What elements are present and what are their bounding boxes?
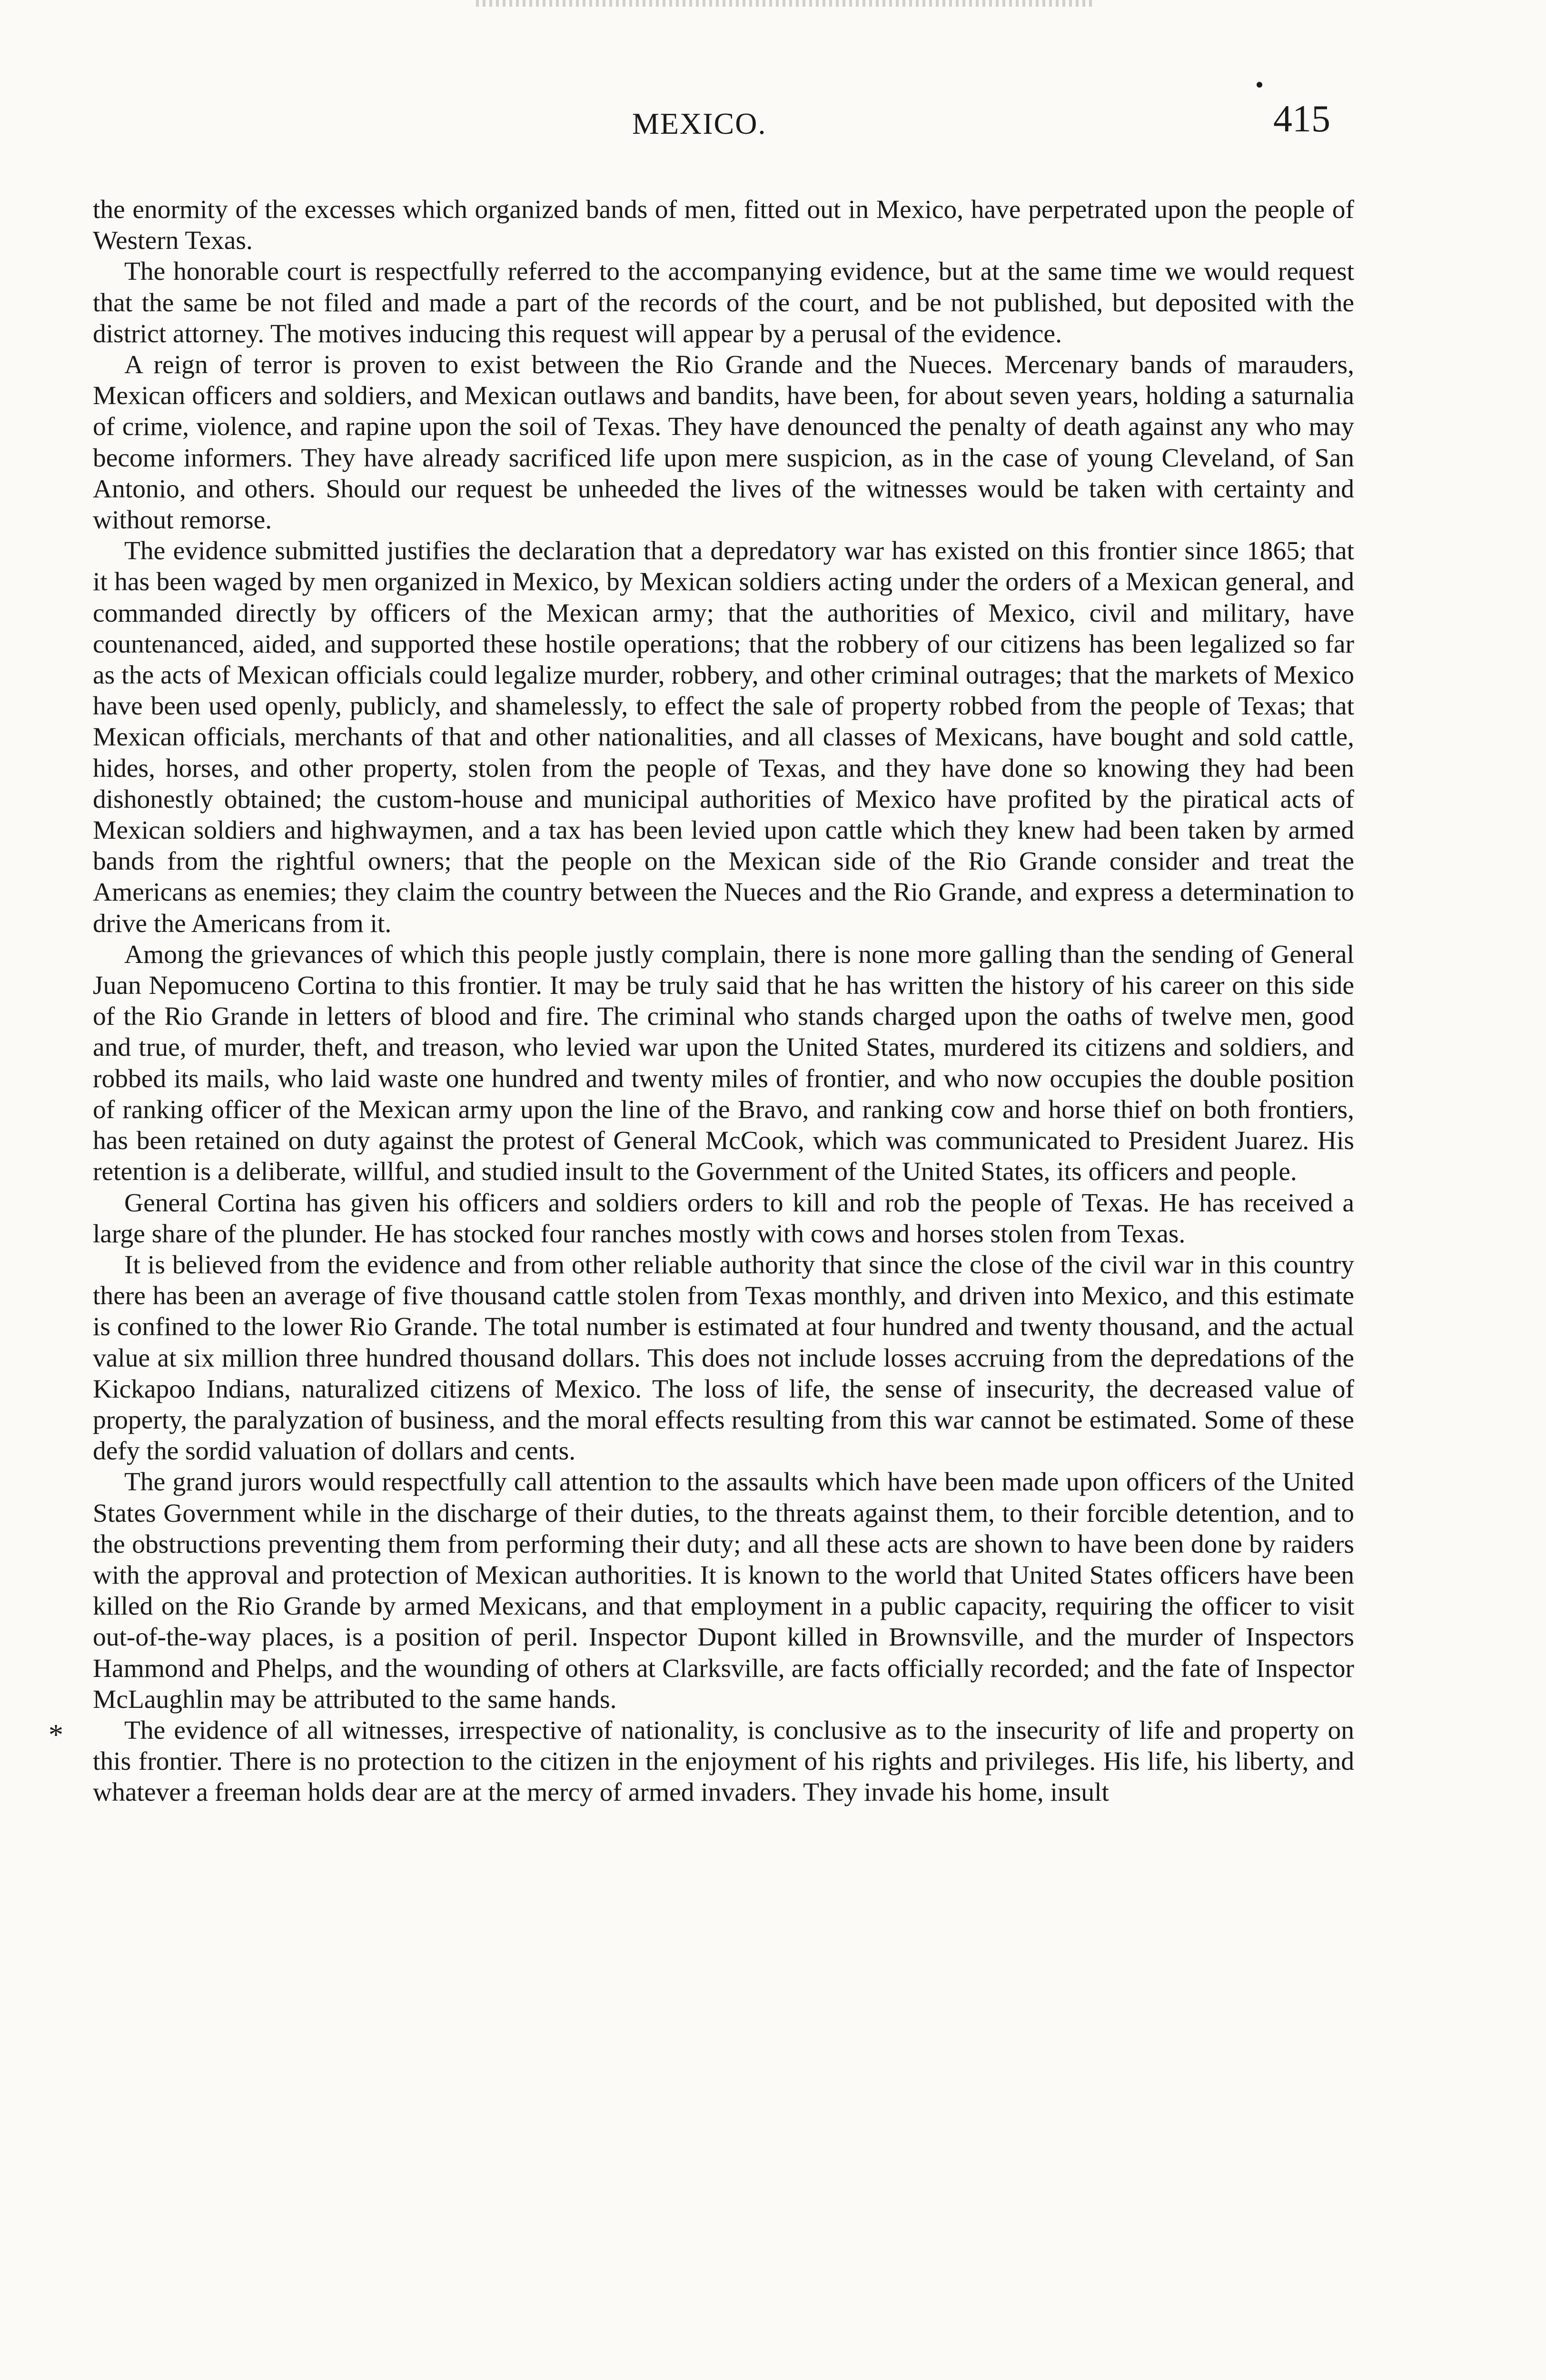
paragraph: The honorable court is respectfully referred to the accompanying evidence, but at the same time we would request that the same be not filed and made a part of the records of the court, and be not published, but deposited with the district attorney. The motives inducing this request will appear by a perusal of the evidence. bbox=[93, 257, 1354, 348]
paragraph: A reign of terror is proven to exist between the Rio Grande and the Nueces. Mercenary bands of marauders, Mexican officers and soldiers, and Mexican outlaws and bandits, have been, for about seven years, holding a saturnalia of crime, violence, and rapine upon the soil of Texas. They have denounced the penalty of death against any who may become informers. They have already sacrificed life upon mere suspicion, as in the case of young Cleveland, of San Antonio, and others. Should our request be unheeded the lives of the witnesses would be taken with certainty and without remorse. bbox=[93, 350, 1354, 535]
body-text bbox=[93, 194, 1354, 1808]
paragraph: It is believed from the evidence and from other reliable authority that since the close of the civil war in this country there has been an average of five thousand cattle stolen from Texas monthly, and driven into Mexico, and this estimate is confined to the lower Rio Grande. The total number is estimated at four hundred and twenty thousand, and the actual value at six million three hundred thousand dollars. This does not include losses accruing from the depredations of the Kickapoo Indians, naturalized citizens of Mexico. The loss of life, the sense of insecurity, the decreased value of property, the paralyzation of business, and the moral effects resulting from this war cannot be estimated. Some of these defy the sordid valuation of dollars and cents. bbox=[93, 1250, 1354, 1466]
margin-asterisk-mark: * bbox=[49, 1719, 63, 1751]
paragraph: General Cortina has given his officers and soldiers orders to kill and rob the people of Texas. He has received a large share of the plunder. He has stocked four ranches mostly with cows and horses stolen from Texas. bbox=[93, 1188, 1354, 1249]
paragraph-continued: the enormity of the excesses which organized bands of men, fitted out in Mexico, have perpetrated upon the people of Western Texas. bbox=[93, 195, 1354, 256]
running-title: MEXICO. bbox=[632, 107, 767, 140]
page-edge-shadow bbox=[476, 0, 1095, 7]
ink-dot-mark bbox=[1257, 82, 1262, 88]
paragraph: The grand jurors would respectfully call attention to the assaults which have been made upon officers of the United States Government while in the discharge of their duties, to the threats against them, to their forcible detention, and to the obstructions preventing them from performing their duty; and all these acts are shown to have been done by raiders with the approval and protection of Mexican authorities. It is known to the world that United States officers have been killed on the Rio Grande by armed Mexicans, and that employment in a public capacity, requiring the officer to visit out-of-the-way places, is a position of peril. Inspector Dupont killed in Brownsville, and the murder of Inspectors Hammond and Phelps, and the wounding of others at Clarksville, are facts officially recorded; and the fate of Inspector McLaughlin may be attributed to the same hands. bbox=[93, 1468, 1354, 1714]
paragraph: The evidence submitted justifies the declaration that a depredatory war has existed on this frontier since 1865; that it has been waged by men organized in Mexico, by Mexican soldiers acting under the orders of a Mexican general, and commanded directly by officers of the Mexican army; that the authorities of Mexico, civil and military, have countenanced, aided, and supported these hostile operations; that the robbery of our citizens has been legalized so far as the acts of Mexican officials could legalize murder, robbery, and other criminal outrages; that the markets of Mexico have been used openly, publicly, and shamelessly, to effect the sale of property robbed from the people of Texas; that Mexican officials, merchants of that and other nationalities, and all classes of Mexicans, have bought and sold cattle, hides, horses, and other property, stolen from the people of Texas, and they have done so knowing they had been dishonestly obtained; the custom-house and municipal authorities of Mexico have profited by the piratical acts of Mexican soldiers and highwaymen, and a tax has been levied upon cattle which they knew had been taken by armed bands from the rightful owners; that the people on the Mexican side of the Rio Grande consider and treat the Americans as enemies; they claim the country between the Nueces and the Rio Grande, and express a determination to drive the Americans from it. bbox=[93, 536, 1354, 938]
paragraph: The evidence of all witnesses, irrespective of nationality, is conclusive as to the insecurity of life and property on this frontier. There is no protection to the citizen in the enjoyment of his rights and privileges. His life, his liberty, and whatever a freeman holds dear are at the mercy of armed invaders. They invade his home, insult bbox=[93, 1716, 1354, 1807]
paragraph: Among the grievances of which this people justly complain, there is none more galling than the sending of General Juan Nepomuceno Cortina to this frontier. It may be truly said that he has written the history of his career on this side of the Rio Grande in letters of blood and fire. The criminal who stands charged upon the oaths of twelve men, good and true, of murder, theft, and treason, who levied war upon the United States, murdered its citizens and soldiers, and robbed its mails, who laid waste one hundred and twenty miles of frontier, and who now occupies the double position of ranking officer of the Mexican army upon the line of the Bravo, and ranking cow and horse thief on both frontiers, has been retained on duty against the protest of General McCook, which was communicated to President Juarez. His retention is a deliberate, willful, and studied insult to the Government of the United States, its officers and people. bbox=[93, 940, 1354, 1187]
page-number: 415 bbox=[1273, 98, 1330, 140]
